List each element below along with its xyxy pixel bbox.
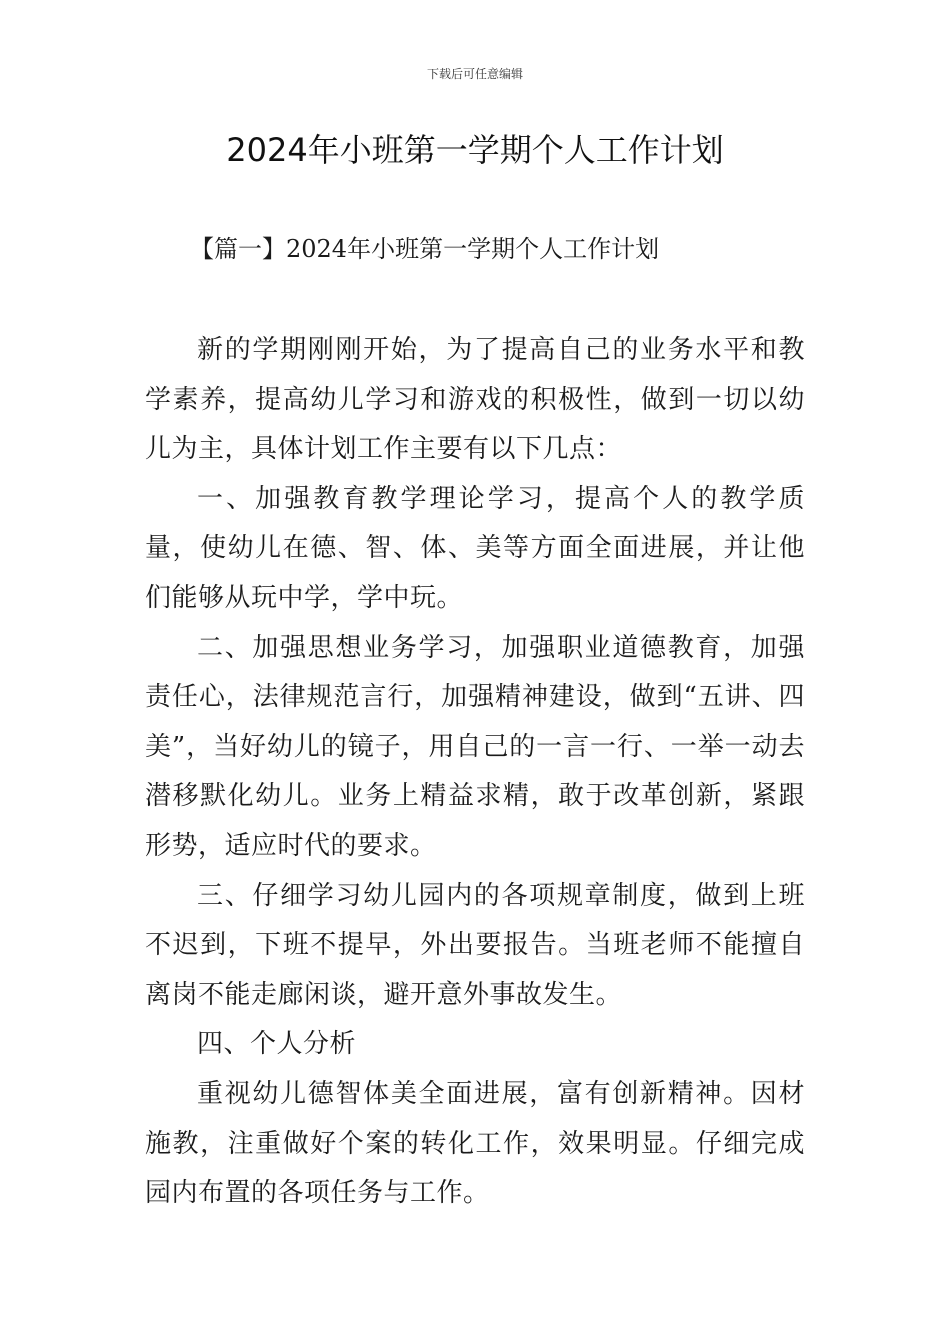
paragraph-intro: 新的学期刚刚开始，为了提高自己的业务水平和教学素养，提高幼儿学习和游戏的积极性，做到一切以幼儿为主，具体计划工作主要有以下几点：	[145, 335, 805, 465]
section-subtitle: 【篇一】2024年小班第一学期个人工作计划	[190, 235, 660, 263]
paragraph-item-3: 三、仔细学习幼儿园内的各项规章制度，做到上班不迟到，下班不提早，外出要报告。当班老师不能擅自离岗不能走廊闲谈，避开意外事故发生。	[145, 880, 805, 1010]
paragraph-item-2: 二、加强思想业务学习，加强职业道德教育，加强责任心，法律规范言行，加强精神建设，做到“五讲、四美”，当好幼儿的镜子，用自己的一言一行、一举一动去潜移默化幼儿。业务上精益求精，敢于改革创新，紧跟形势，适应时代的要求。	[145, 632, 805, 861]
paragraph-item-4-body: 重视幼儿德智体美全面进展，富有创新精神。因材施教，注重做好个案的转化工作，效果明显。仔细完成园内布置的各项任务与工作。	[145, 1078, 805, 1209]
document-title: 2024年小班第一学期个人工作计划	[226, 131, 724, 169]
header-note: 下载后可任意编辑	[426, 67, 523, 81]
paragraph-item-4-heading: 四、个人分析	[197, 1029, 357, 1060]
document-body	[145, 326, 805, 1219]
paragraph-item-1: 一、加强教育教学理论学习，提高个人的教学质量，使幼儿在德、智、体、美等方面全面进展，并让他们能够从玩中学，学中玩。	[145, 483, 805, 613]
